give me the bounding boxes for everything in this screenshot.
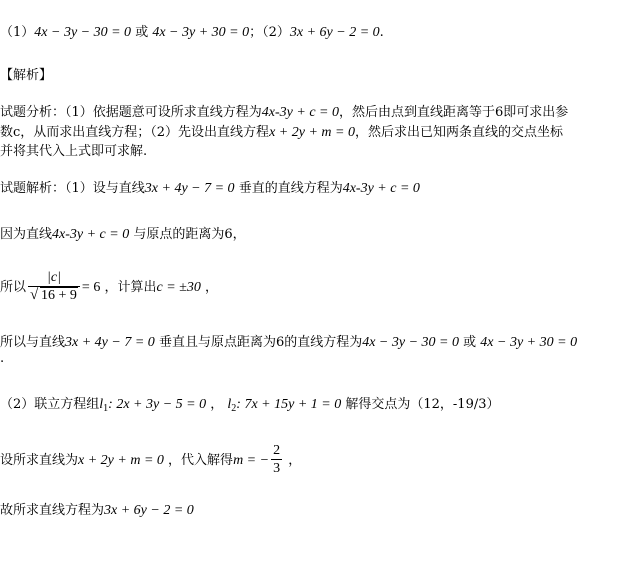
fraction-denominator: 16 + 9 (41, 288, 77, 303)
solution-text: 试题解析：（1）设与直线 (0, 181, 145, 196)
solution-text: 垂直的直线方程为 (238, 181, 343, 196)
answer-separator: ；（2） (249, 25, 290, 40)
answer-eq3: 3x + 6y − 2 = 0 (289, 25, 380, 40)
line-subscript: 1 (103, 403, 109, 414)
solution-line-1 (0, 180, 420, 198)
fraction-denominator: 3 (273, 461, 281, 476)
analysis-text: 数c，从而求出直线方程；（2）先设出直线方程 (0, 125, 270, 140)
answer-end: . (379, 25, 384, 40)
solution-text: 所以 (0, 280, 27, 295)
line-symbol: l (99, 397, 104, 412)
solution-line-2 (0, 226, 246, 244)
solution-text: ， (204, 280, 218, 295)
solution-eq: : 2x + 3y − 5 = 0 (108, 397, 207, 412)
solution-eq: 4x-3y + c = 0 (342, 181, 420, 196)
answer-eq1: 4x − 3y − 30 = 0 (34, 25, 132, 40)
fraction-numerator: |c| (28, 270, 80, 287)
solution-text: 故所求直线方程为 (0, 503, 105, 518)
solution-line-7 (0, 502, 194, 520)
solution-text: 设所求直线为 (0, 453, 79, 468)
line-subscript: 2 (231, 403, 237, 414)
analysis-text: ，然后由点到直线距离等于6即可求出参 (338, 105, 569, 120)
solution-line-4-end: . (0, 351, 5, 366)
solution-text: 解得交点为（12，-19/3） (345, 397, 500, 412)
solution-line-3 (0, 268, 218, 308)
solution-eq: 3x + 6y − 2 = 0 (104, 503, 194, 518)
solution-text: 或 (463, 335, 477, 350)
solution-text: 与原点的距离为6， (133, 227, 246, 242)
solution-eq: 4x − 3y − 30 = 0 (362, 335, 459, 350)
solution-eq: = 6 (81, 280, 101, 295)
solution-text: ，代入解得 (168, 453, 234, 468)
solution-line-6 (0, 440, 301, 482)
solution-line-4 (0, 334, 577, 352)
solution-text: （2）联立方程组 (0, 397, 100, 412)
distance-fraction (28, 270, 80, 305)
solution-eq: m = − (233, 453, 270, 468)
solution-eq: : 7x + 15y + 1 = 0 (236, 397, 342, 412)
solution-eq: 4x − 3y + 30 = 0 (480, 335, 578, 350)
analysis-heading: 【解析】 (0, 68, 53, 83)
answer-line (0, 24, 384, 42)
analysis-text: ，然后求出已知两条直线的交点坐标 (354, 125, 563, 140)
line-symbol: l (227, 397, 232, 412)
analysis-line-2 (0, 124, 563, 142)
answer-eq2: 4x − 3y + 30 = 0 (152, 25, 250, 40)
solution-eq: 3x + 4y − 7 = 0 (65, 335, 155, 350)
solution-text: 因为直线 (0, 227, 53, 242)
solution-eq: 4x-3y + c = 0 (52, 227, 130, 242)
solution-eq: c = ±30 (156, 280, 201, 295)
fraction-numerator: 2 (273, 443, 281, 458)
solution-eq: 3x + 4y − 7 = 0 (144, 181, 235, 196)
solution-line-5 (0, 396, 500, 418)
solution-text: ， (210, 397, 224, 412)
solution-text: 垂直且与原点距离为6的直线方程为 (158, 335, 363, 350)
analysis-eq-b: x + 2y + m = 0 (269, 125, 355, 140)
analysis-eq-a: 4x-3y + c = 0 (261, 105, 339, 120)
analysis-line-1 (0, 104, 568, 122)
solution-eq: x + 2y + m = 0 (78, 453, 164, 468)
sqrt-sign (30, 287, 78, 305)
solution-text: ，计算出 (104, 280, 157, 295)
answer-or: 或 (131, 25, 153, 40)
answer-part1-label: （1） (0, 25, 35, 40)
analysis-line-3: 并将其代入上式即可求解. (0, 144, 148, 159)
m-fraction (271, 443, 282, 478)
analysis-text: 试题分析：（1）依据题意可设所求直线方程为 (0, 105, 262, 120)
solution-text: ， (288, 453, 302, 468)
solution-text: 所以与直线 (0, 335, 66, 350)
